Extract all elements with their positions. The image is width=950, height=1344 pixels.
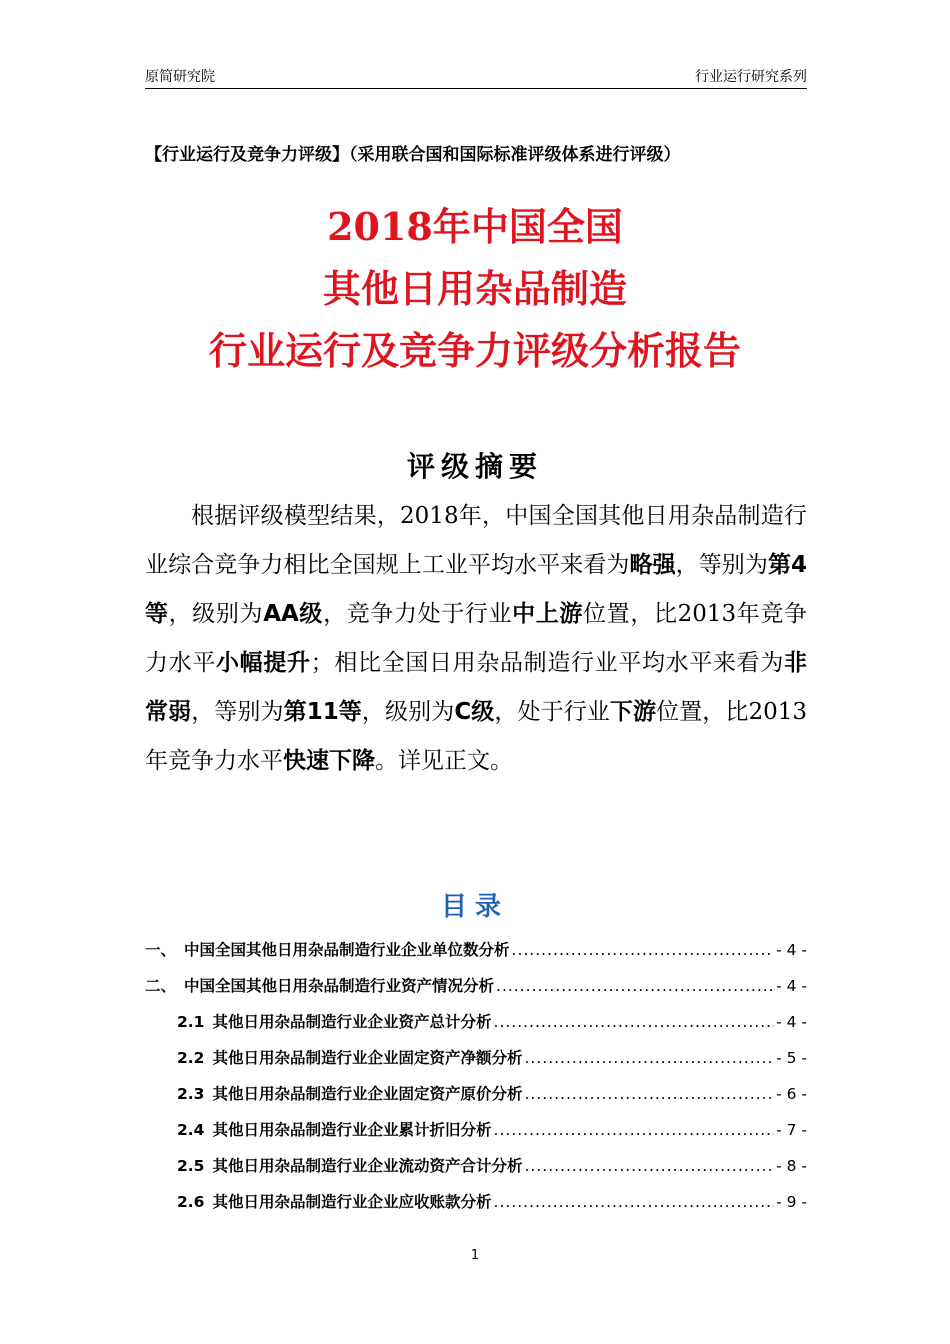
toc-leader-dots: [496, 977, 774, 995]
toc-item-number: 一、: [145, 941, 177, 959]
toc-leader-dots: [512, 941, 775, 959]
toc-item[interactable]: [145, 938, 807, 974]
toc-item-label: 中国全国其他日用杂品制造行业企业单位数分析: [184, 941, 510, 959]
summary-paragraph: [145, 492, 807, 786]
header-series: 行业运行研究系列: [695, 69, 807, 85]
summary-bold-3: AA级: [263, 601, 324, 627]
toc-item-number: 2.1: [177, 1013, 205, 1031]
summary-bold-8: C级: [454, 699, 495, 725]
toc-item[interactable]: [145, 1046, 807, 1082]
toc-item[interactable]: [145, 1190, 807, 1226]
summary-text-2: ，等别为: [675, 552, 768, 578]
summary-text-11: 。详见正文。: [375, 748, 513, 774]
summary-text-4: ，竞争力处于行业: [323, 601, 513, 627]
summary-bold-6: 非常弱: [145, 650, 808, 725]
toc-item[interactable]: [145, 1082, 807, 1118]
summary-text-8: ，级别为: [361, 699, 455, 725]
report-title: [0, 196, 950, 382]
summary-bold-2: 第4等: [145, 552, 808, 627]
toc-leader-dots: [493, 1013, 774, 1031]
toc-item-number: 2.4: [177, 1121, 205, 1139]
toc-item-label: 中国全国其他日用杂品制造行业资产情况分析: [184, 977, 495, 995]
toc-item[interactable]: [145, 974, 807, 1010]
toc-item-number: 二、: [145, 977, 177, 995]
header-org: 原简研究院: [145, 69, 215, 85]
toc-item-page: - 4 -: [776, 1013, 807, 1031]
toc-item-label: 其他日用杂品制造行业企业流动资产合计分析: [212, 1157, 523, 1175]
toc-item[interactable]: [145, 1118, 807, 1154]
toc-item-label: 其他日用杂品制造行业企业固定资产净额分析: [212, 1049, 523, 1067]
toc-item-label: 其他日用杂品制造行业企业累计折旧分析: [212, 1121, 492, 1139]
summary-text-1: 根据评级模型结果，2018年，中国全国其他日用杂品制造行业综合竞争力相比全国规上工业平均水平来看为: [145, 503, 807, 578]
toc-item-page: - 6 -: [776, 1085, 807, 1103]
summary-text-5: 位置，比2013年竞争力水平: [145, 601, 808, 676]
title-line-2: 其他日用杂品制造: [322, 266, 627, 311]
toc-leader-dots: [524, 1085, 774, 1103]
summary-bold-10: 快速下降: [283, 748, 375, 774]
toc-leader-dots: [493, 1121, 774, 1139]
toc-leader-dots: [524, 1049, 774, 1067]
summary-heading: 评级摘要: [406, 450, 543, 483]
toc-item-label: 其他日用杂品制造行业企业固定资产原价分析: [212, 1085, 523, 1103]
toc-item[interactable]: [145, 1154, 807, 1190]
title-line-1: 2018年中国全国: [327, 204, 623, 249]
summary-text-10: 位置，比2013年竞争力水平: [145, 699, 808, 774]
toc-item-page: - 9 -: [776, 1193, 807, 1211]
table-of-contents: [145, 938, 807, 1226]
summary-bold-5: 小幅提升: [216, 650, 311, 676]
toc-item-number: 2.3: [177, 1085, 205, 1103]
toc-item-page: - 4 -: [776, 941, 807, 959]
toc-item-page: - 4 -: [776, 977, 807, 995]
summary-text-9: ，处于行业: [494, 699, 610, 725]
summary-text-3: ，级别为: [168, 601, 264, 627]
page-number: 1: [470, 1248, 480, 1263]
summary-text-6: ；相比全国日用杂品制造行业平均水平来看为: [310, 650, 785, 676]
summary-bold-4: 中上游: [512, 601, 584, 627]
title-line-3: 行业运行及竞争力评级分析报告: [208, 328, 741, 373]
summary-bold-9: 下游: [609, 699, 657, 725]
toc-item-number: 2.6: [177, 1193, 205, 1211]
toc-item-number: 2.5: [177, 1157, 205, 1175]
toc-item-page: - 7 -: [776, 1121, 807, 1139]
summary-bold-1: 略强: [629, 552, 676, 578]
summary-bold-7: 第11等: [283, 699, 362, 725]
toc-item-page: - 5 -: [776, 1049, 807, 1067]
toc-item-page: - 8 -: [776, 1157, 807, 1175]
toc-item-label: 其他日用杂品制造行业企业应收账款分析: [212, 1193, 492, 1211]
summary-text-7: ，等别为: [191, 699, 284, 725]
summary-text: [145, 492, 807, 786]
toc-item[interactable]: [145, 1010, 807, 1046]
toc-heading: 目录: [440, 892, 509, 922]
toc-leader-dots: [524, 1157, 774, 1175]
page-header: [145, 66, 807, 89]
toc-leader-dots: [493, 1193, 774, 1211]
rating-line: 【行业运行及竞争力评级】（采用联合国和国际标准评级体系进行评级）: [145, 145, 681, 165]
toc-item-label: 其他日用杂品制造行业企业资产总计分析: [212, 1013, 492, 1031]
toc-item-number: 2.2: [177, 1049, 205, 1067]
